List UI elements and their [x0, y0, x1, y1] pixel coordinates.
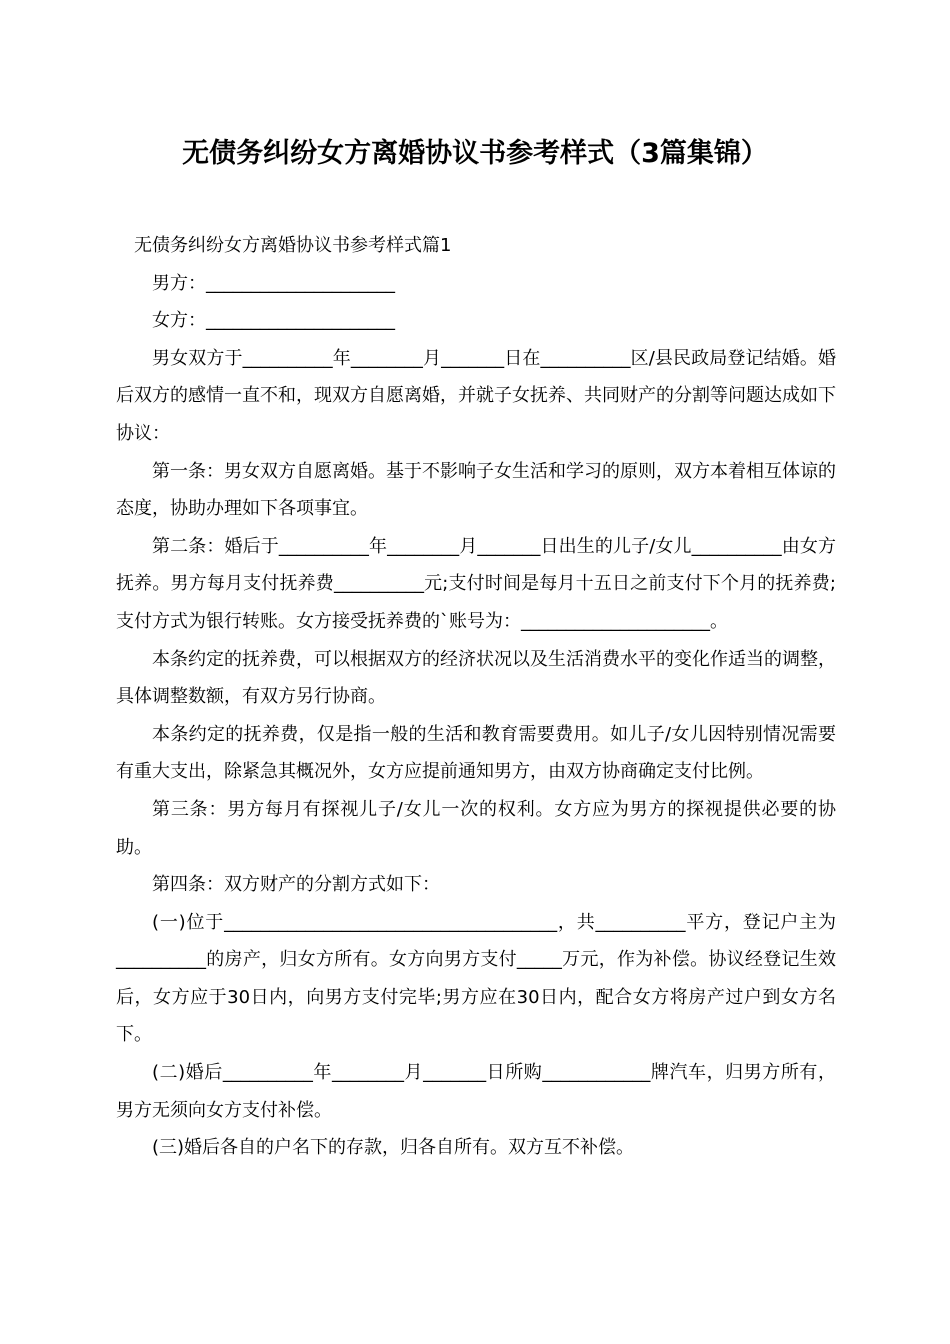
article-4-item-2: (二)婚后__________年________月_______日所购____________牌汽车，归男方所有，男方无须向女方支付补偿。 [116, 1062, 836, 1121]
marriage-registration-paragraph: 男女双方于__________年________月_______日在__________区/县民政局登记结婚。婚后双方的感情一直不和，现双方自愿离婚，并就子女抚养、共同财产的分割等问题达成如下协议： [116, 347, 836, 444]
article-3: 第三条：男方每月有探视儿子/女儿一次的权利。女方应为男方的探视提供必要的协助。 [116, 798, 836, 858]
article-2: 第二条：婚后于__________年________月_______日出生的儿子/女儿__________由女方抚养。男方每月支付抚养费__________元;支付时间是每月十五日之前支付下个月的抚养费;支付方式为银行转账。女方接受抚养费的`账号为：_____________________。 [116, 535, 836, 632]
article-1: 第一条：男女双方自愿离婚。基于不影响子女生活和学习的原则，双方本着相互体谅的态度，协助办理如下各项事宜。 [116, 460, 836, 520]
article-2-adjustment-note: 本条约定的抚养费，可以根据双方的经济状况以及生活消费水平的变化作适当的调整，具体调整数额，有双方另行协商。 [116, 648, 836, 708]
document-body [116, 227, 836, 1167]
article-4-item-3: (三)婚后各自的户名下的存款，归各自所有。双方互不补偿。 [152, 1137, 635, 1159]
article-4: 第四条：双方财产的分割方式如下： [152, 874, 440, 896]
article-4-item-1: (一)位于_____________________________________，共__________平方，登记户主为__________的房产，归女方所有。女方向男方支付_____万元，作为补偿。协议经登记生效后，女方应于30日内，向男方支付完毕;男方应在30日内，配合女方将房产过户到女方名下。 [116, 911, 836, 1046]
article-2-expense-note: 本条约定的抚养费，仅是指一般的生活和教育需要费用。如儿子/女儿因特别情况需要有重大支出，除紧急其概况外，女方应提前通知男方，由双方协商确定支付比例。 [116, 723, 836, 783]
document-title: 无债务纠纷女方离婚协议书参考样式（3篇集锦） [182, 138, 768, 169]
section-heading: 无债务纠纷女方离婚协议书参考样式篇1 [134, 235, 452, 256]
husband-line: 男方：_____________________ [152, 272, 395, 294]
wife-line: 女方：_____________________ [152, 310, 395, 332]
